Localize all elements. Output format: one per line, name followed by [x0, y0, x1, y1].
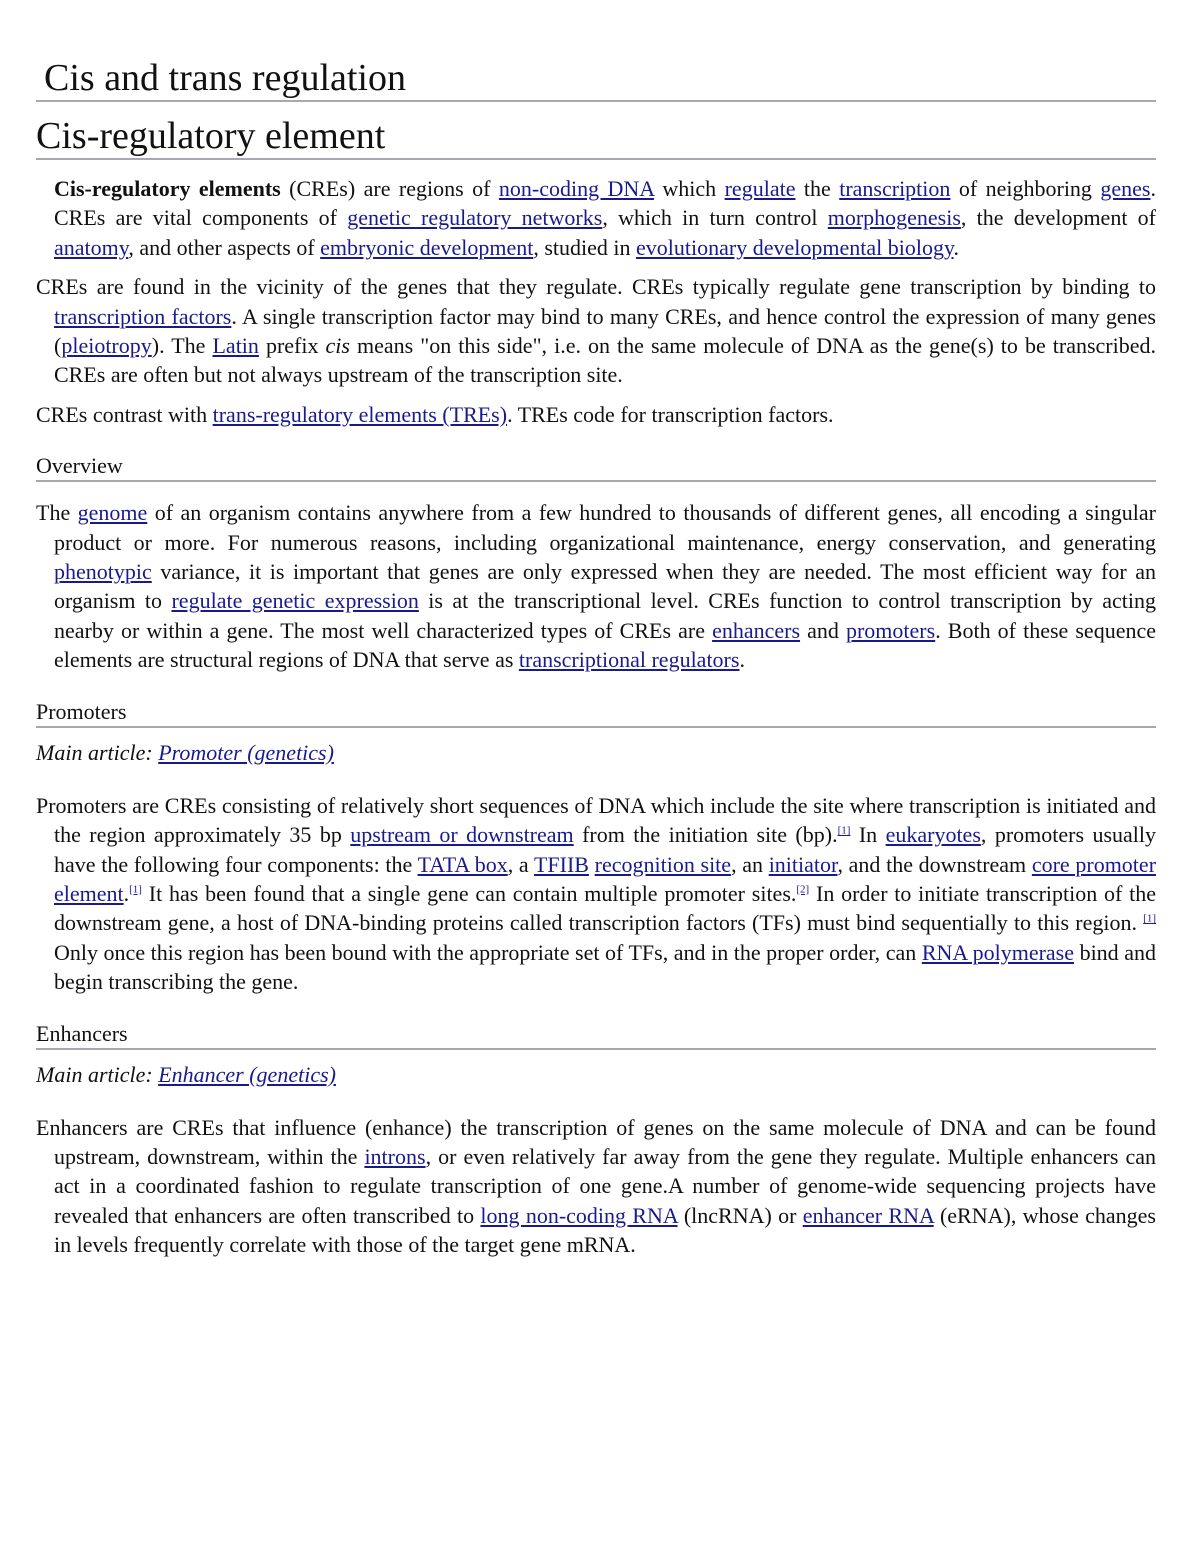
section-heading: Overview	[36, 453, 1156, 482]
link[interactable]: genetic regulatory networks	[347, 205, 603, 231]
link[interactable]: non-coding DNA	[498, 176, 654, 201]
link[interactable]: introns	[364, 1143, 426, 1169]
text: It has been found that a single gene can contain multiple promoter sites.	[141, 880, 797, 906]
text: , promoters usually have the following four components: the	[54, 822, 1156, 877]
link[interactable]: regulate genetic expression	[171, 588, 419, 614]
text: .	[739, 647, 745, 673]
text: (eRNA), whose changes in levels frequently correlate with those of the target gene mRNA.	[54, 1202, 1156, 1258]
text: and	[800, 617, 846, 643]
text: , studied in	[533, 234, 637, 260]
link[interactable]: eukaryotes	[885, 822, 981, 848]
main-article-link[interactable]: Enhancer (genetics)	[158, 1061, 336, 1087]
paragraph	[36, 791, 1156, 997]
citation[interactable]	[129, 884, 142, 896]
text: , and other aspects of	[128, 234, 321, 260]
text: prefix	[258, 333, 326, 359]
document	[36, 0, 1156, 1260]
citation-link[interactable]: [1]	[1143, 912, 1156, 925]
text: . CREs are vital components of	[54, 176, 1156, 231]
link[interactable]: pleiotropy	[61, 333, 152, 359]
text: . TREs code for transcription factors.	[507, 401, 834, 427]
text: from the initiation site (bp).	[573, 822, 838, 848]
text: , an	[731, 851, 769, 877]
link[interactable]: regulate	[724, 176, 796, 201]
bold-term: Cis-regulatory elements	[54, 176, 281, 201]
text: In	[850, 822, 886, 848]
link[interactable]: recognition site	[594, 851, 732, 877]
link[interactable]: RNA polymerase	[921, 939, 1075, 965]
link[interactable]: anatomy	[54, 234, 129, 260]
text: variance, it is important that genes are only expressed when they are needed. The most efficient way for an organism to	[54, 559, 1156, 614]
link[interactable]: evolutionary developmental biology	[636, 234, 954, 260]
text: Promoters are CREs consisting of relatively short sequences of DNA which include the site where transcription is initiated and the region approximately 35 bp	[36, 792, 1156, 848]
main-article-note	[36, 1060, 1156, 1089]
text: The	[36, 500, 78, 526]
text: CREs contrast with	[36, 401, 213, 427]
text: , a	[507, 851, 534, 877]
text: .	[953, 234, 960, 260]
link[interactable]: TFIIB	[533, 851, 589, 877]
paragraph	[36, 400, 1156, 429]
section-heading: Enhancers	[36, 1021, 1156, 1050]
section-heading: Promoters	[36, 699, 1156, 728]
text: , the development of	[960, 205, 1157, 231]
link[interactable]: initiator	[768, 851, 838, 877]
text: , or even relatively far away from the gene they regulate. Multiple enhancers can act in a coordinated fashion to regulate transcription of one gene.A number of genome-wide sequencing projects have revealed that enhancers are often transcribed to	[54, 1143, 1156, 1228]
link[interactable]: enhancers	[712, 617, 801, 643]
citation[interactable]	[796, 884, 809, 896]
citation-link[interactable]: [1]	[837, 824, 851, 837]
article-title: Cis-regulatory element	[36, 114, 1156, 160]
text: of neighboring	[950, 176, 1101, 201]
text: (CREs) are regions of	[280, 176, 499, 201]
link[interactable]: phenotypic	[54, 559, 152, 585]
link[interactable]: transcription	[839, 176, 951, 201]
text: of an organism contains anywhere from a few hundred to thousands of different genes, all encoding a singular product or more. For numerous reasons, including organizational maintenance, energy conservation, and generating	[54, 500, 1156, 555]
citation-link[interactable]: [2]	[796, 883, 810, 896]
link[interactable]: core promoter element	[54, 851, 1157, 906]
text: ). The	[151, 333, 213, 359]
text: CREs are found in the vicinity of the genes that they regulate. CREs typically regulate gene transcription by binding to	[36, 274, 1156, 300]
text: Only once this region has been bound with the appropriate set of TFs, and in the proper order, can	[54, 939, 922, 965]
main-article-label: Main article:	[36, 739, 159, 765]
link[interactable]: transcription factors	[54, 303, 232, 329]
text: the	[795, 176, 840, 201]
text: is at the transcriptional level. CREs function to control transcription by acting nearby or within a gene. The most well characterized types of CREs are	[54, 588, 1156, 643]
text: bind and begin transcribing the gene.	[54, 939, 1156, 995]
link[interactable]: long non-coding RNA	[480, 1202, 678, 1228]
link[interactable]: morphogenesis	[827, 205, 961, 231]
intro	[36, 174, 1156, 429]
text: (lncRNA) or	[677, 1202, 803, 1228]
text: , which in turn control	[602, 205, 828, 231]
link[interactable]: upstream or downstream	[350, 822, 574, 848]
link[interactable]: embryonic development	[320, 234, 534, 260]
link[interactable]: enhancer RNA	[802, 1202, 934, 1228]
text: , and the downstream	[837, 851, 1032, 877]
link[interactable]: genes	[1100, 176, 1151, 201]
main-article-label: Main article:	[36, 1061, 159, 1087]
paragraph	[36, 498, 1156, 674]
link[interactable]: promoters	[845, 617, 936, 643]
text: which	[653, 176, 725, 201]
link[interactable]: Latin	[212, 333, 259, 359]
text: . A single transcription factor may bind to many CREs, and hence control the expression of many genes (	[54, 303, 1156, 359]
link[interactable]: transcriptional regulators	[518, 647, 740, 673]
text: Enhancers are CREs that influence (enhance) the transcription of genes on the same molecule of DNA and can be found upstream, downstream, within the	[36, 1114, 1156, 1169]
citation-link[interactable]: [1]	[129, 883, 142, 896]
citation[interactable]	[838, 825, 851, 837]
link[interactable]: TATA box	[417, 851, 508, 877]
main-article-note	[36, 738, 1156, 767]
text: means "on this side", i.e. on the same molecule of DNA as the gene(s) to be transcribed. CREs are often but not always upstream of the transcription site.	[54, 333, 1157, 388]
link[interactable]: genome	[77, 500, 148, 526]
paragraph	[36, 272, 1156, 390]
paragraph	[36, 1113, 1156, 1260]
link[interactable]: trans-regulatory elements (TREs)	[212, 401, 508, 427]
paragraph	[36, 174, 1156, 262]
italic-term: cis	[325, 333, 350, 359]
sections	[36, 453, 1156, 1259]
text: In order to initiate transcription of the downstream gene, a host of DNA-binding proteins called transcription factors (TFs) must bind sequentially to this region.	[54, 880, 1156, 936]
text: . Both of these sequence elements are structural regions of DNA that serve as	[54, 617, 1156, 673]
page-title: Cis and trans regulation	[36, 56, 1156, 102]
citation[interactable]	[1143, 913, 1156, 925]
main-article-link[interactable]: Promoter (genetics)	[158, 739, 334, 765]
text: .	[123, 880, 130, 906]
